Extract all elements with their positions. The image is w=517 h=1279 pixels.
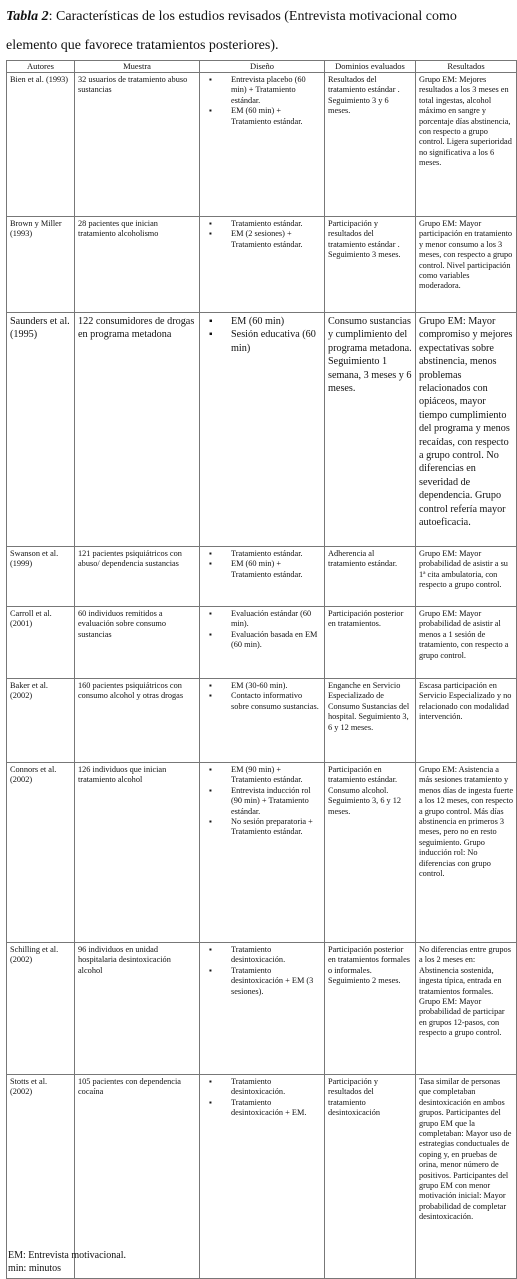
header-resultados: Resultados — [416, 61, 517, 73]
cell-resultados: No diferencias entre grupos a los 2 meses en: Abstinencia sostenida, ingesta típica, entrada en tratamientos formales. Grupo EM: Mayor probabilidad de participar en grupos 12-pasos, con respecto a grupo control. — [416, 943, 517, 1075]
cell-diseno — [200, 1075, 325, 1279]
table-row — [7, 607, 517, 679]
cell-muestra: 60 individuos remitidos a evaluación sobre consumo sustancias — [75, 607, 200, 679]
design-item: ▪ EM (60 min) + Tratamiento estándar. — [231, 559, 321, 580]
cell-diseno — [200, 679, 325, 763]
table-row — [7, 547, 517, 607]
cell-autores: Saunders et al. (1995) — [7, 313, 75, 547]
cell-muestra: 160 pacientes psiquiátricos con consumo alcohol y otras drogas — [75, 679, 200, 763]
cell-muestra: 126 individuos que inician tratamiento alcohol — [75, 763, 200, 943]
design-item: ▪ No sesión preparatoria + Tratamiento estándar. — [231, 817, 321, 838]
cell-diseno — [200, 313, 325, 547]
cell-autores: Baker et al. (2002) — [7, 679, 75, 763]
cell-autores: Bien et al. (1993) — [7, 73, 75, 217]
cell-muestra: 105 pacientes con dependencia cocaína — [75, 1075, 200, 1279]
cell-diseno — [200, 73, 325, 217]
design-item: ▪ Contacto informativo sobre consumo sustancias. — [231, 691, 321, 712]
cell-dominios: Adherencia al tratamiento estándar. — [325, 547, 416, 607]
cell-autores: Swanson et al. (1999) — [7, 547, 75, 607]
header-autores: Autores — [7, 61, 75, 73]
footnote: EM: Entrevista motivacional. — [8, 1250, 127, 1261]
cell-dominios: Consumo sustancias y cumplimiento del programa metadona. Seguimiento 1 semana, 3 meses y 6 meses. — [325, 313, 416, 547]
cell-resultados: Escasa participación en Servicio Especializado y no relacionado con modalidad intervención. — [416, 679, 517, 763]
cell-diseno — [200, 607, 325, 679]
table-caption — [6, 2, 486, 60]
design-item: ▪ EM (60 min) + Tratamiento estándar. — [231, 106, 321, 127]
cell-dominios: Participación posterior en tratamientos formales o informales. Seguimiento 2 meses. — [325, 943, 416, 1075]
design-item: ▪ EM (2 sesiones) + Tratamiento estándar. — [231, 229, 321, 250]
header-row — [7, 61, 517, 73]
design-item: ▪ Entrevista placebo (60 min) + Tratamiento estándar. — [231, 75, 321, 106]
studies-table — [6, 60, 517, 1279]
caption-label: Tabla 2 — [6, 9, 49, 24]
table-row — [7, 943, 517, 1075]
cell-muestra: 122 consumidores de drogas en programa metadona — [75, 313, 200, 547]
design-item: ▪ EM (90 min) + Tratamiento estándar. — [231, 765, 321, 786]
cell-autores: Stotts et al. (2002) — [7, 1075, 75, 1279]
design-item: ▪ Tratamiento desintoxicación. — [231, 945, 321, 966]
cell-muestra: 32 usuarios de tratamiento abuso sustancias — [75, 73, 200, 217]
cell-resultados: Grupo EM: Mayor participación en tratamiento y menor consumo a los 3 meses, con respecto a grupo control. Nivel participación como variables moderadora. — [416, 217, 517, 313]
cell-autores: Brown y Miller (1993) — [7, 217, 75, 313]
cell-muestra: 121 pacientes psiquiátricos con abuso/ dependencia sustancias — [75, 547, 200, 607]
cell-muestra: 96 individuos en unidad hospitalaria desintoxicación alcohol — [75, 943, 200, 1075]
cell-resultados: Grupo EM: Asistencia a más sesiones tratamiento y menos días de ingesta fuerte a los 12 meses, con respecto a grupo control. Más días abstinencia en primeros 3 meses, pero no en resto seguimiento. Grupo inducción rol: No diferencias con grupo control. — [416, 763, 517, 943]
footnote: min: minutos — [8, 1262, 62, 1274]
cell-resultados: Grupo EM: Mejores resultados a los 3 meses en total ingestas, alcohol máximo en sangre y porcentaje días abstinencia, con respecto a grupo control. Ligera superioridad no significativa a los 6 meses. — [416, 73, 517, 217]
design-item: ▪ Tratamiento desintoxicación. — [231, 1077, 321, 1098]
design-item: ▪ EM (60 min) — [231, 315, 321, 328]
cell-dominios: Participación en tratamiento estándar. Consumo alcohol. Seguimiento 3, 6 y 12 meses. — [325, 763, 416, 943]
cell-autores: Carroll et al. (2001) — [7, 607, 75, 679]
cell-resultados: Tasa similar de personas que completaban desintoxicación en ambos grupos. Participantes del grupo EM que la completaban: Mayor uso de estrategias conductuales de coping y, en pruebas de orina, menor número de positivos. Participantes del grupo EM con menor motivación inicial: Mayor probabilidad de completar desintoxicación. — [416, 1075, 517, 1279]
cell-autores: Connors et al. (2002) — [7, 763, 75, 943]
design-item: ▪ Evaluación estándar (60 min). — [231, 609, 321, 630]
caption-text: : Características de los estudios revisados (Entrevista motivacional como elemento que favorece tratamientos posteriores). — [6, 9, 457, 53]
cell-resultados: Grupo EM: Mayor probabilidad de asistir al menos a 1 sesión de tratamiento, con respecto a grupo control. — [416, 607, 517, 679]
cell-muestra: 28 pacientes que inician tratamiento alcoholismo — [75, 217, 200, 313]
cell-resultados: Grupo EM: Mayor probabilidad de asistir a su 1ª cita ambulatoria, con respecto a grupo control. — [416, 547, 517, 607]
table-row — [7, 679, 517, 763]
design-item: ▪ Evaluación basada en EM (60 min). — [231, 630, 321, 651]
table-row — [7, 73, 517, 217]
design-item: ▪ Tratamiento desintoxicación + EM. — [231, 1098, 321, 1119]
table-row — [7, 313, 517, 547]
design-item: ▪ Entrevista inducción rol (90 min) + Tratamiento estándar. — [231, 786, 321, 817]
cell-diseno — [200, 943, 325, 1075]
header-muestra: Muestra — [75, 61, 200, 73]
cell-resultados: Grupo EM: Mayor compromiso y mejores expectativas sobre abstinencia, menos problemas relacionados con opiáceos, mayor tiempo cumplimiento del programa y menos recaídas, con respecto a grupo control. No diferencias en severidad de dependencia. Grupo control refería mayor autoeficacia. — [416, 313, 517, 547]
table-row — [7, 1075, 517, 1279]
table-footnotes — [8, 1250, 126, 1275]
header-diseno: Diseño — [200, 61, 325, 73]
design-item: ▪ Sesión educativa (60 min) — [231, 328, 321, 355]
cell-autores: Schilling et al. (2002) — [7, 943, 75, 1075]
cell-diseno — [200, 547, 325, 607]
cell-dominios: Participación y resultados del tratamiento estándar . Seguimiento 3 meses. — [325, 217, 416, 313]
design-item: ▪ EM (30-60 min). — [231, 681, 321, 691]
cell-dominios: Resultados del tratamiento estándar . Seguimiento 3 y 6 meses. — [325, 73, 416, 217]
cell-diseno — [200, 217, 325, 313]
cell-dominios: Participación y resultados del tratamiento desintoxicación — [325, 1075, 416, 1279]
design-item: ▪ Tratamiento estándar. — [231, 549, 321, 559]
design-item: ▪ Tratamiento estándar. — [231, 219, 321, 229]
table-row — [7, 217, 517, 313]
table-row — [7, 763, 517, 943]
cell-diseno — [200, 763, 325, 943]
design-item: ▪ Tratamiento desintoxicación + EM (3 sesiones). — [231, 966, 321, 997]
header-dominios: Dominios evaluados — [325, 61, 416, 73]
cell-dominios: Enganche en Servicio Especializado de Consumo Sustancias del hospital. Seguimiento 3, 6 y 12 meses. — [325, 679, 416, 763]
cell-dominios: Participación posterior en tratamientos. — [325, 607, 416, 679]
